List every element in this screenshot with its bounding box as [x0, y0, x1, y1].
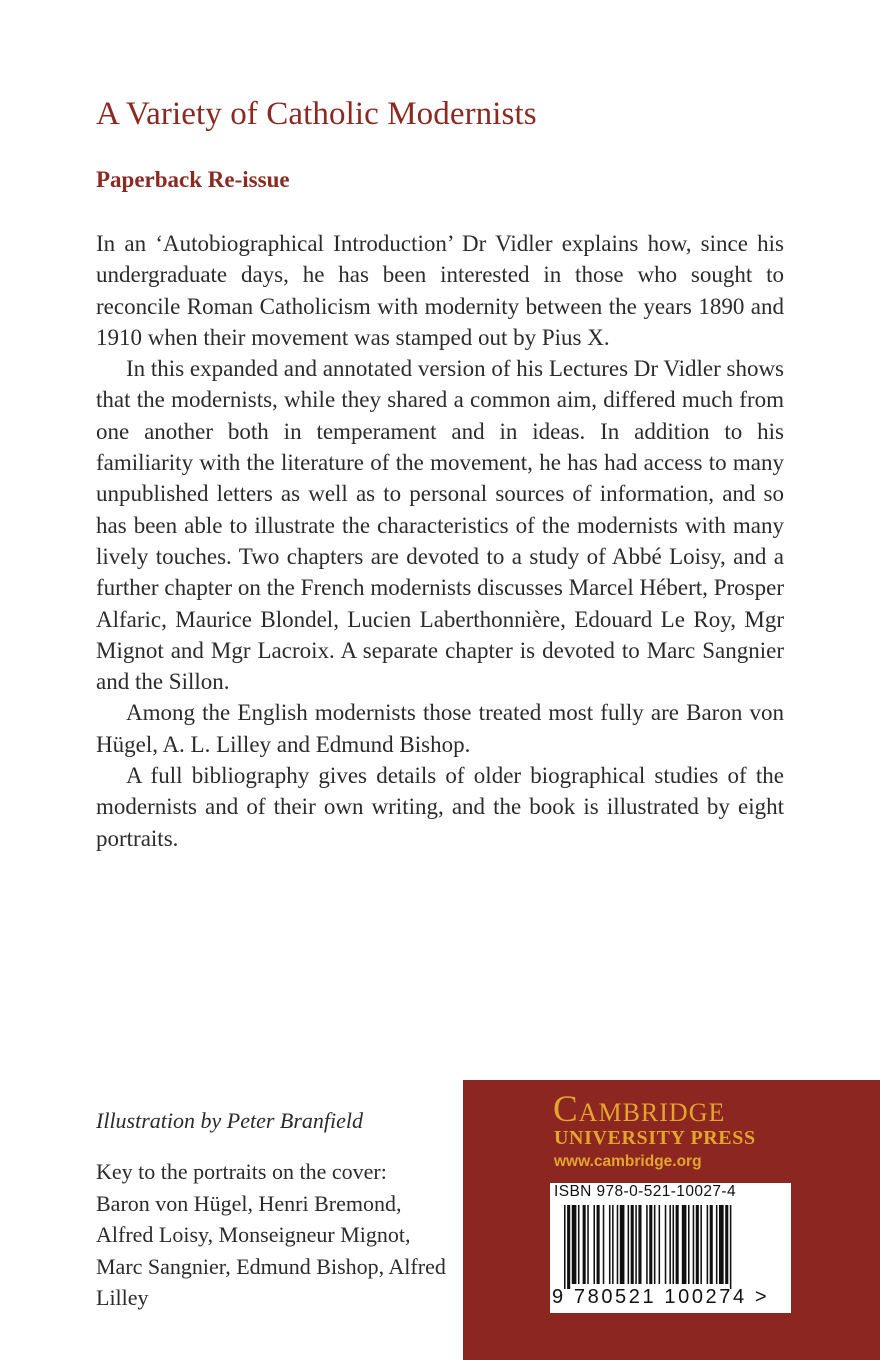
portrait-key-label: Key to the portraits on the cover: — [96, 1159, 387, 1184]
barcode-bar — [593, 1205, 595, 1284]
barcode-bar — [719, 1205, 724, 1284]
barcode-bar — [646, 1205, 648, 1284]
barcode-bar — [707, 1205, 709, 1284]
barcode-bar — [700, 1205, 702, 1284]
blurb-paragraph: In an ‘Autobiographical Introduction’ Dr Vidler explains how, since his undergraduate days, he has been interested in those who sought to reconcile Roman Catholicism with modernity between the years 1890 and 1910 when their movement was stamped out by Pius X. — [96, 231, 784, 350]
publisher-subtitle: UNIVERSITY PRESS — [554, 1127, 756, 1149]
publisher-name: Cambridge — [553, 1089, 726, 1130]
barcode-bar — [654, 1205, 656, 1284]
barcode-bar — [572, 1205, 577, 1284]
barcode-bar — [659, 1205, 661, 1284]
barcode-bar — [583, 1205, 586, 1284]
barcode-bar — [578, 1205, 580, 1284]
blurb-paragraph: In this expanded and annotated version of his Lectures Dr Vidler shows that the modernists, while they shared a common aim, differed much from one another both in temperament and in ideas. In addition to his familiarity with the literature of the movement, he has had access to many unpublished letters as well as to personal sources of information, and so has been able to illustrate the characteristics of the modernists with many lively touches. Two chapters are devoted to a study of Abbé Loisy, and a further chapter on the French modernists discusses Marcel Hébert, Prosper Alfaric, Maurice Blondel, Lucien Laberthonnière, Edouard Le Roy, Mgr Mignot and Mgr Lacroix. A separate chapter is devoted to Marc Sangnier and the Sillon. — [96, 356, 785, 695]
barcode-bar — [631, 1205, 634, 1284]
publisher-panel — [463, 1080, 880, 1360]
barcode-bar — [693, 1205, 695, 1284]
barcode-bar — [730, 1205, 732, 1289]
blurb — [96, 228, 784, 854]
barcode-bar — [609, 1205, 611, 1284]
barcode-bar — [682, 1205, 687, 1284]
barcode-digits: 9 780521 100274 > — [552, 1286, 770, 1308]
blurb-paragraph: A full bibliography gives details of older biographical studies of the modernists and of their own writing, and the book is illustrated by eight portraits. — [96, 763, 784, 851]
barcode-bar — [688, 1205, 690, 1284]
barcode-bar — [710, 1205, 713, 1284]
portrait-key — [96, 1156, 456, 1314]
barcode-bar — [696, 1205, 699, 1284]
barcode-bar — [673, 1205, 675, 1284]
barcode-bar — [617, 1205, 619, 1284]
barcode-bar — [676, 1205, 679, 1284]
isbn-label: ISBN 978-0-521-10027-4 — [554, 1183, 736, 1200]
barcode-bar — [567, 1205, 570, 1289]
barcode-bar — [669, 1205, 671, 1284]
barcode-bar — [635, 1205, 637, 1284]
publisher-url: www.cambridge.org — [554, 1153, 702, 1170]
barcode-bar — [638, 1205, 641, 1284]
book-title: A Variety of Catholic Modernists — [96, 96, 537, 132]
blurb-paragraph: Among the English modernists those treated most fully are Baron von Hügel, A. L. Lilley and Edmund Bishop. — [96, 700, 784, 757]
edition-label: Paperback Re-issue — [96, 167, 290, 192]
barcode-bar — [564, 1205, 566, 1289]
barcode-bar — [612, 1205, 614, 1284]
barcode-bar — [725, 1205, 728, 1284]
barcode — [550, 1183, 791, 1313]
barcode-bar — [597, 1205, 600, 1284]
barcode-bar — [603, 1205, 605, 1284]
barcode-bar — [587, 1205, 589, 1284]
portrait-key-names: Baron von Hügel, Henri Bremond, Alfred Loisy, Monseigneur Mignot, Marc Sangnier, Edmund Bishop, Alfred Lilley — [96, 1190, 446, 1310]
illustration-credit: Illustration by Peter Branfield — [96, 1108, 364, 1133]
barcode-bar — [665, 1205, 667, 1284]
barcode-bar — [620, 1205, 625, 1284]
barcode-bar — [628, 1205, 630, 1284]
barcode-bar — [649, 1205, 652, 1284]
barcode-bar — [716, 1205, 718, 1284]
